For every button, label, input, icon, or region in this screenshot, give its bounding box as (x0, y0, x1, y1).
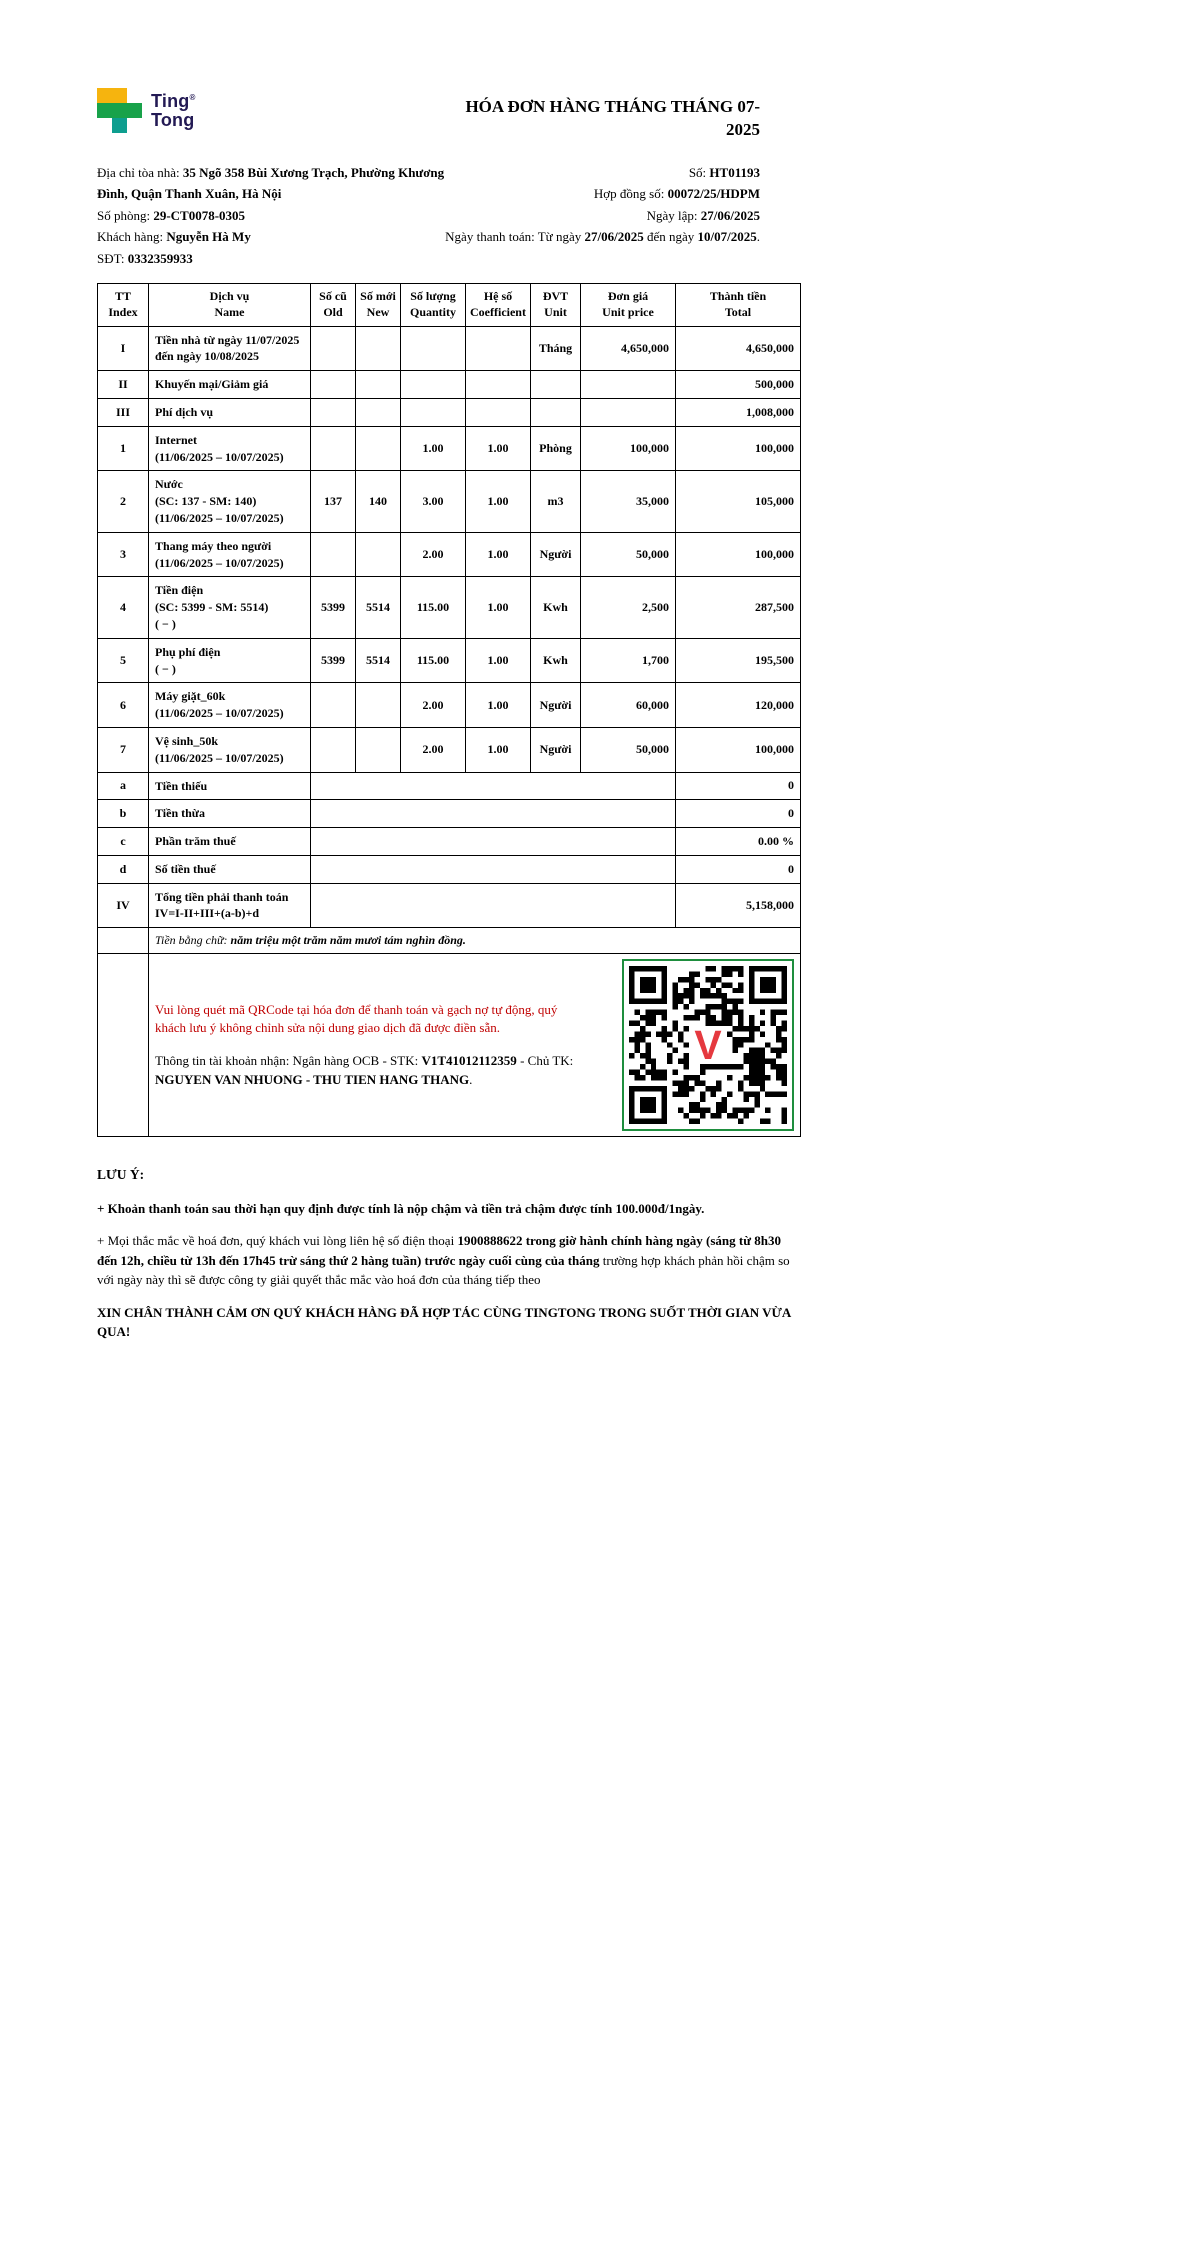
text-segment: HT01193 (709, 164, 760, 180)
cell-coef (466, 371, 531, 399)
cell-service: Tiền thừa (149, 800, 311, 828)
cell-old: 137 (311, 471, 356, 532)
table-row (98, 683, 801, 728)
payment-instructions (155, 1001, 575, 1090)
cell-index: 2 (98, 471, 149, 532)
invoice-table-body (98, 326, 801, 928)
cell-price (581, 398, 676, 426)
text-segment: 10/07/2025 (697, 229, 757, 245)
cell-service: Tiền nhà từ ngày 11/07/2025 đến ngày 10/08/2025 (149, 326, 311, 371)
table-row (98, 532, 801, 577)
text-segment: trường hợp khách phản hồi chậm so với ngày này thì sẽ được công ty giải quyết thắc mắc vào hoá đơn của tháng tiếp theo (97, 1252, 790, 1288)
notes-heading: LƯU Ý: (97, 1167, 145, 1183)
qr-row-index-cell (98, 954, 149, 1137)
text-segment: 27/06/2025 (700, 207, 760, 223)
cell-old: 5399 (311, 577, 356, 638)
registered-mark: ® (189, 93, 196, 103)
tingtong-logo-icon (97, 88, 142, 133)
cell-qty: 2.00 (401, 532, 466, 577)
text-segment: Ngày lập: (646, 207, 701, 223)
cell-total: 0.00 % (676, 828, 801, 856)
text-segment: trước ngày cuối cùng của tháng (421, 1252, 600, 1268)
words-row-index-cell (98, 928, 149, 954)
cell-index: III (98, 398, 149, 426)
cell-index: IV (98, 883, 149, 928)
cell-qty: 2.00 (401, 683, 466, 728)
cell-price: 50,000 (581, 727, 676, 772)
cell-index: c (98, 828, 149, 856)
cell-coef (466, 326, 531, 371)
qr-row-content-cell (149, 954, 801, 1137)
cell-service: Thang máy theo người (11/06/2025 – 10/07/2025) (149, 532, 311, 577)
logo-square (97, 88, 112, 103)
text-segment: NGUYEN VAN NHUONG - THU TIEN HANG THANG (155, 1072, 470, 1088)
issue-date (445, 205, 760, 227)
header-info-right (445, 162, 800, 270)
cell-qty: 1.00 (401, 426, 466, 471)
cell-total: 100,000 (676, 727, 801, 772)
cell-total: 4,650,000 (676, 326, 801, 371)
header-info-left (97, 162, 445, 270)
cell-total: 0 (676, 855, 801, 883)
logo-square (112, 103, 127, 118)
table-row (98, 326, 801, 371)
qr-payment-notice: Vui lòng quét mã QRCode tại hóa đơn để thanh toán và gạch nợ tự động, quý khách lưu ý không chỉnh sửa nội dung giao dịch đã được điền sẵn. (155, 1001, 558, 1036)
text-segment: 0332359933 (127, 250, 193, 266)
cell-index: 5 (98, 638, 149, 683)
cell-coef: 1.00 (466, 471, 531, 532)
invoice-table (97, 283, 801, 1137)
table-row (98, 638, 801, 683)
cell-new (356, 532, 401, 577)
table-row (98, 371, 801, 399)
invoice-title: HÓA ĐƠN HÀNG THÁNG THÁNG 07-2025 (465, 97, 760, 139)
cell-total: 5,158,000 (676, 883, 801, 928)
table-row (98, 577, 801, 638)
logo-text-tong: Tong (151, 109, 195, 130)
qr-code-frame (622, 959, 794, 1131)
bank-account-info (155, 1052, 575, 1090)
cell-service: Phần trăm thuế (149, 828, 311, 856)
column-header: Số cũ Old (311, 284, 356, 326)
header-info (97, 162, 800, 270)
cell-merged (311, 800, 676, 828)
cell-service: Tiền điện (SC: 5399 - SM: 5514) ( − ) (149, 577, 311, 638)
cell-coef: 1.00 (466, 426, 531, 471)
cell-old (311, 326, 356, 371)
cell-total: 500,000 (676, 371, 801, 399)
hotline-note (97, 1231, 800, 1290)
customer-name (97, 226, 445, 248)
column-header: Đơn giá Unit price (581, 284, 676, 326)
cell-index: b (98, 800, 149, 828)
cell-price: 35,000 (581, 471, 676, 532)
invoice-number (445, 162, 760, 184)
table-row (98, 398, 801, 426)
tingtong-logo (97, 88, 196, 133)
text-segment: Hợp đồng số: (593, 186, 668, 202)
cell-total: 1,008,000 (676, 398, 801, 426)
text-segment: Số phòng: (97, 207, 154, 223)
cell-total: 195,500 (676, 638, 801, 683)
cell-qty (401, 371, 466, 399)
cell-qty: 2.00 (401, 727, 466, 772)
cell-price: 50,000 (581, 532, 676, 577)
text-segment: Thông tin tài khoản nhận: Ngân hàng OCB - STK: (155, 1053, 422, 1069)
table-row (98, 800, 801, 828)
cell-unit: Kwh (531, 577, 581, 638)
cell-unit: Người (531, 727, 581, 772)
text-segment: 27/06/2025 (584, 229, 644, 245)
cell-unit (531, 371, 581, 399)
cell-total: 0 (676, 772, 801, 800)
cell-new: 5514 (356, 577, 401, 638)
cell-service: Vệ sinh_50k (11/06/2025 – 10/07/2025) (149, 727, 311, 772)
cell-service: Máy giặt_60k (11/06/2025 – 10/07/2025) (149, 683, 311, 728)
cell-service: Nước (SC: 137 - SM: 140) (11/06/2025 – 10/07/2025) (149, 471, 311, 532)
cell-price: 2,500 (581, 577, 676, 638)
text-segment: 29-CT0078-0305 (153, 207, 246, 223)
logo-square (112, 118, 127, 133)
text-segment: . (756, 229, 760, 245)
cell-total: 105,000 (676, 471, 801, 532)
cell-merged (311, 772, 676, 800)
cell-coef: 1.00 (466, 727, 531, 772)
column-header: Số mới New (356, 284, 401, 326)
cell-service: Internet (11/06/2025 – 10/07/2025) (149, 426, 311, 471)
cell-index: II (98, 371, 149, 399)
cell-price: 100,000 (581, 426, 676, 471)
cell-new: 140 (356, 471, 401, 532)
cell-old: 5399 (311, 638, 356, 683)
cell-coef (466, 398, 531, 426)
cell-service: Phí dịch vụ (149, 398, 311, 426)
svg-text:V: V (694, 1022, 722, 1069)
cell-price: 60,000 (581, 683, 676, 728)
logo-square (97, 103, 112, 118)
table-row (98, 772, 801, 800)
contract-number (445, 183, 760, 205)
thank-you-note: XIN CHÂN THÀNH CẢM ƠN QUÝ KHÁCH HÀNG ĐÃ HỢP TÁC CÙNG TINGTONG TRONG SUỐT THỜI GIAN VỪA QUA! (97, 1304, 791, 1340)
cell-index: 4 (98, 577, 149, 638)
customer-phone (97, 248, 445, 270)
cell-old (311, 683, 356, 728)
logo-text-ting: Ting® (151, 91, 196, 112)
table-row (98, 828, 801, 856)
invoice-page (97, 0, 800, 1342)
cell-total: 0 (676, 800, 801, 828)
text-segment: Địa chỉ tòa nhà: (97, 164, 183, 180)
cell-service: Khuyến mại/Giảm giá (149, 371, 311, 399)
cell-merged (311, 855, 676, 883)
cell-unit: Người (531, 532, 581, 577)
text-segment: SĐT: (97, 250, 128, 266)
cell-old (311, 426, 356, 471)
cell-merged (311, 828, 676, 856)
cell-qty: 115.00 (401, 577, 466, 638)
text-segment: V1T41012112359 (421, 1053, 517, 1069)
cell-new: 5514 (356, 638, 401, 683)
invoice-table-extra (98, 928, 801, 1137)
qr-code (629, 966, 787, 1124)
amount-in-words-cell (149, 928, 801, 954)
cell-unit: m3 (531, 471, 581, 532)
column-header: Thành tiền Total (676, 284, 801, 326)
cell-unit: Người (531, 683, 581, 728)
cell-merged (311, 883, 676, 928)
cell-service: Tổng tiền phải thanh toán IV=I-II+III+(a-b)+d (149, 883, 311, 928)
cell-index: 6 (98, 683, 149, 728)
cell-index: 7 (98, 727, 149, 772)
cell-price (581, 371, 676, 399)
tingtong-wordmark (151, 92, 196, 129)
column-header: Số lượng Quantity (401, 284, 466, 326)
table-row (98, 883, 801, 928)
text-segment: . (469, 1072, 473, 1088)
amount-in-words-label: Tiền bằng chữ: (155, 933, 228, 948)
cell-unit: Kwh (531, 638, 581, 683)
table-row (98, 727, 801, 772)
cell-qty: 3.00 (401, 471, 466, 532)
table-row (98, 471, 801, 532)
cell-service: Phụ phí điện ( − ) (149, 638, 311, 683)
cell-service: Tiền thiếu (149, 772, 311, 800)
text-segment: Ngày thanh toán: Từ ngày (445, 229, 585, 245)
cell-price: 4,650,000 (581, 326, 676, 371)
text-segment: đến ngày (643, 229, 698, 245)
cell-index: I (98, 326, 149, 371)
column-header: ĐVT Unit (531, 284, 581, 326)
late-payment-note (97, 1199, 800, 1219)
text-segment: 1900888622 trong giờ hành chính hàng ngày (sáng từ 8h30 đến 12h, chiều từ 13h đến 17h45 trừ sáng thứ 2 hàng tuần) (97, 1233, 782, 1268)
cell-total: 100,000 (676, 532, 801, 577)
text-segment: + Khoản thanh toán sau thời hạn quy định được tính là nộp chậm và tiền trả chậm được tính 100.000đ/1ngày. (97, 1200, 705, 1216)
cell-new (356, 326, 401, 371)
cell-index: 3 (98, 532, 149, 577)
footer-notes (97, 1165, 800, 1341)
cell-unit: Phòng (531, 426, 581, 471)
cell-new (356, 727, 401, 772)
cell-service: Số tiền thuế (149, 855, 311, 883)
text-segment: Khách hàng: (97, 229, 167, 245)
cell-index: 1 (98, 426, 149, 471)
table-row (98, 855, 801, 883)
cell-new (356, 426, 401, 471)
cell-index: a (98, 772, 149, 800)
column-header: TT Index (98, 284, 149, 326)
cell-coef: 1.00 (466, 638, 531, 683)
cell-coef: 1.00 (466, 577, 531, 638)
amount-in-words-value: năm triệu một trăm năm mươi tám nghìn đồng. (230, 933, 466, 948)
building-address (97, 162, 445, 205)
cell-qty: 115.00 (401, 638, 466, 683)
cell-coef: 1.00 (466, 683, 531, 728)
cell-new (356, 683, 401, 728)
cell-new (356, 371, 401, 399)
cell-total: 120,000 (676, 683, 801, 728)
cell-unit: Tháng (531, 326, 581, 371)
text-segment: 35 Ngõ 358 Bùi Xương Trạch, Phường Khương Đình, Quận Thanh Xuân, Hà Nội (97, 164, 445, 202)
cell-price: 1,700 (581, 638, 676, 683)
cell-coef: 1.00 (466, 532, 531, 577)
text-segment: 00072/25/HDPM (667, 186, 760, 202)
qr-row (98, 954, 801, 1137)
cell-total: 100,000 (676, 426, 801, 471)
text-segment: Nguyễn Hà My (166, 229, 251, 245)
table-row (98, 426, 801, 471)
table-header-row (98, 284, 801, 326)
cell-qty (401, 326, 466, 371)
column-header: Dịch vụ Name (149, 284, 311, 326)
text-segment: + Mọi thắc mắc về hoá đơn, quý khách vui lòng liên hệ số điện thoại (97, 1233, 458, 1249)
text-segment: - Chủ TK: (516, 1053, 574, 1069)
cell-old (311, 371, 356, 399)
room-number (97, 205, 445, 227)
column-header: Hệ số Coefficient (466, 284, 531, 326)
text-segment: Số: (688, 164, 710, 180)
page-top (97, 88, 800, 142)
cell-total: 287,500 (676, 577, 801, 638)
cell-qty (401, 398, 466, 426)
logo-square (112, 88, 127, 103)
logo-square (127, 103, 142, 118)
payment-period (445, 226, 760, 248)
cell-unit (531, 398, 581, 426)
cell-new (356, 398, 401, 426)
cell-old (311, 532, 356, 577)
cell-old (311, 398, 356, 426)
cell-old (311, 727, 356, 772)
cell-index: d (98, 855, 149, 883)
amount-in-words-row (98, 928, 801, 954)
